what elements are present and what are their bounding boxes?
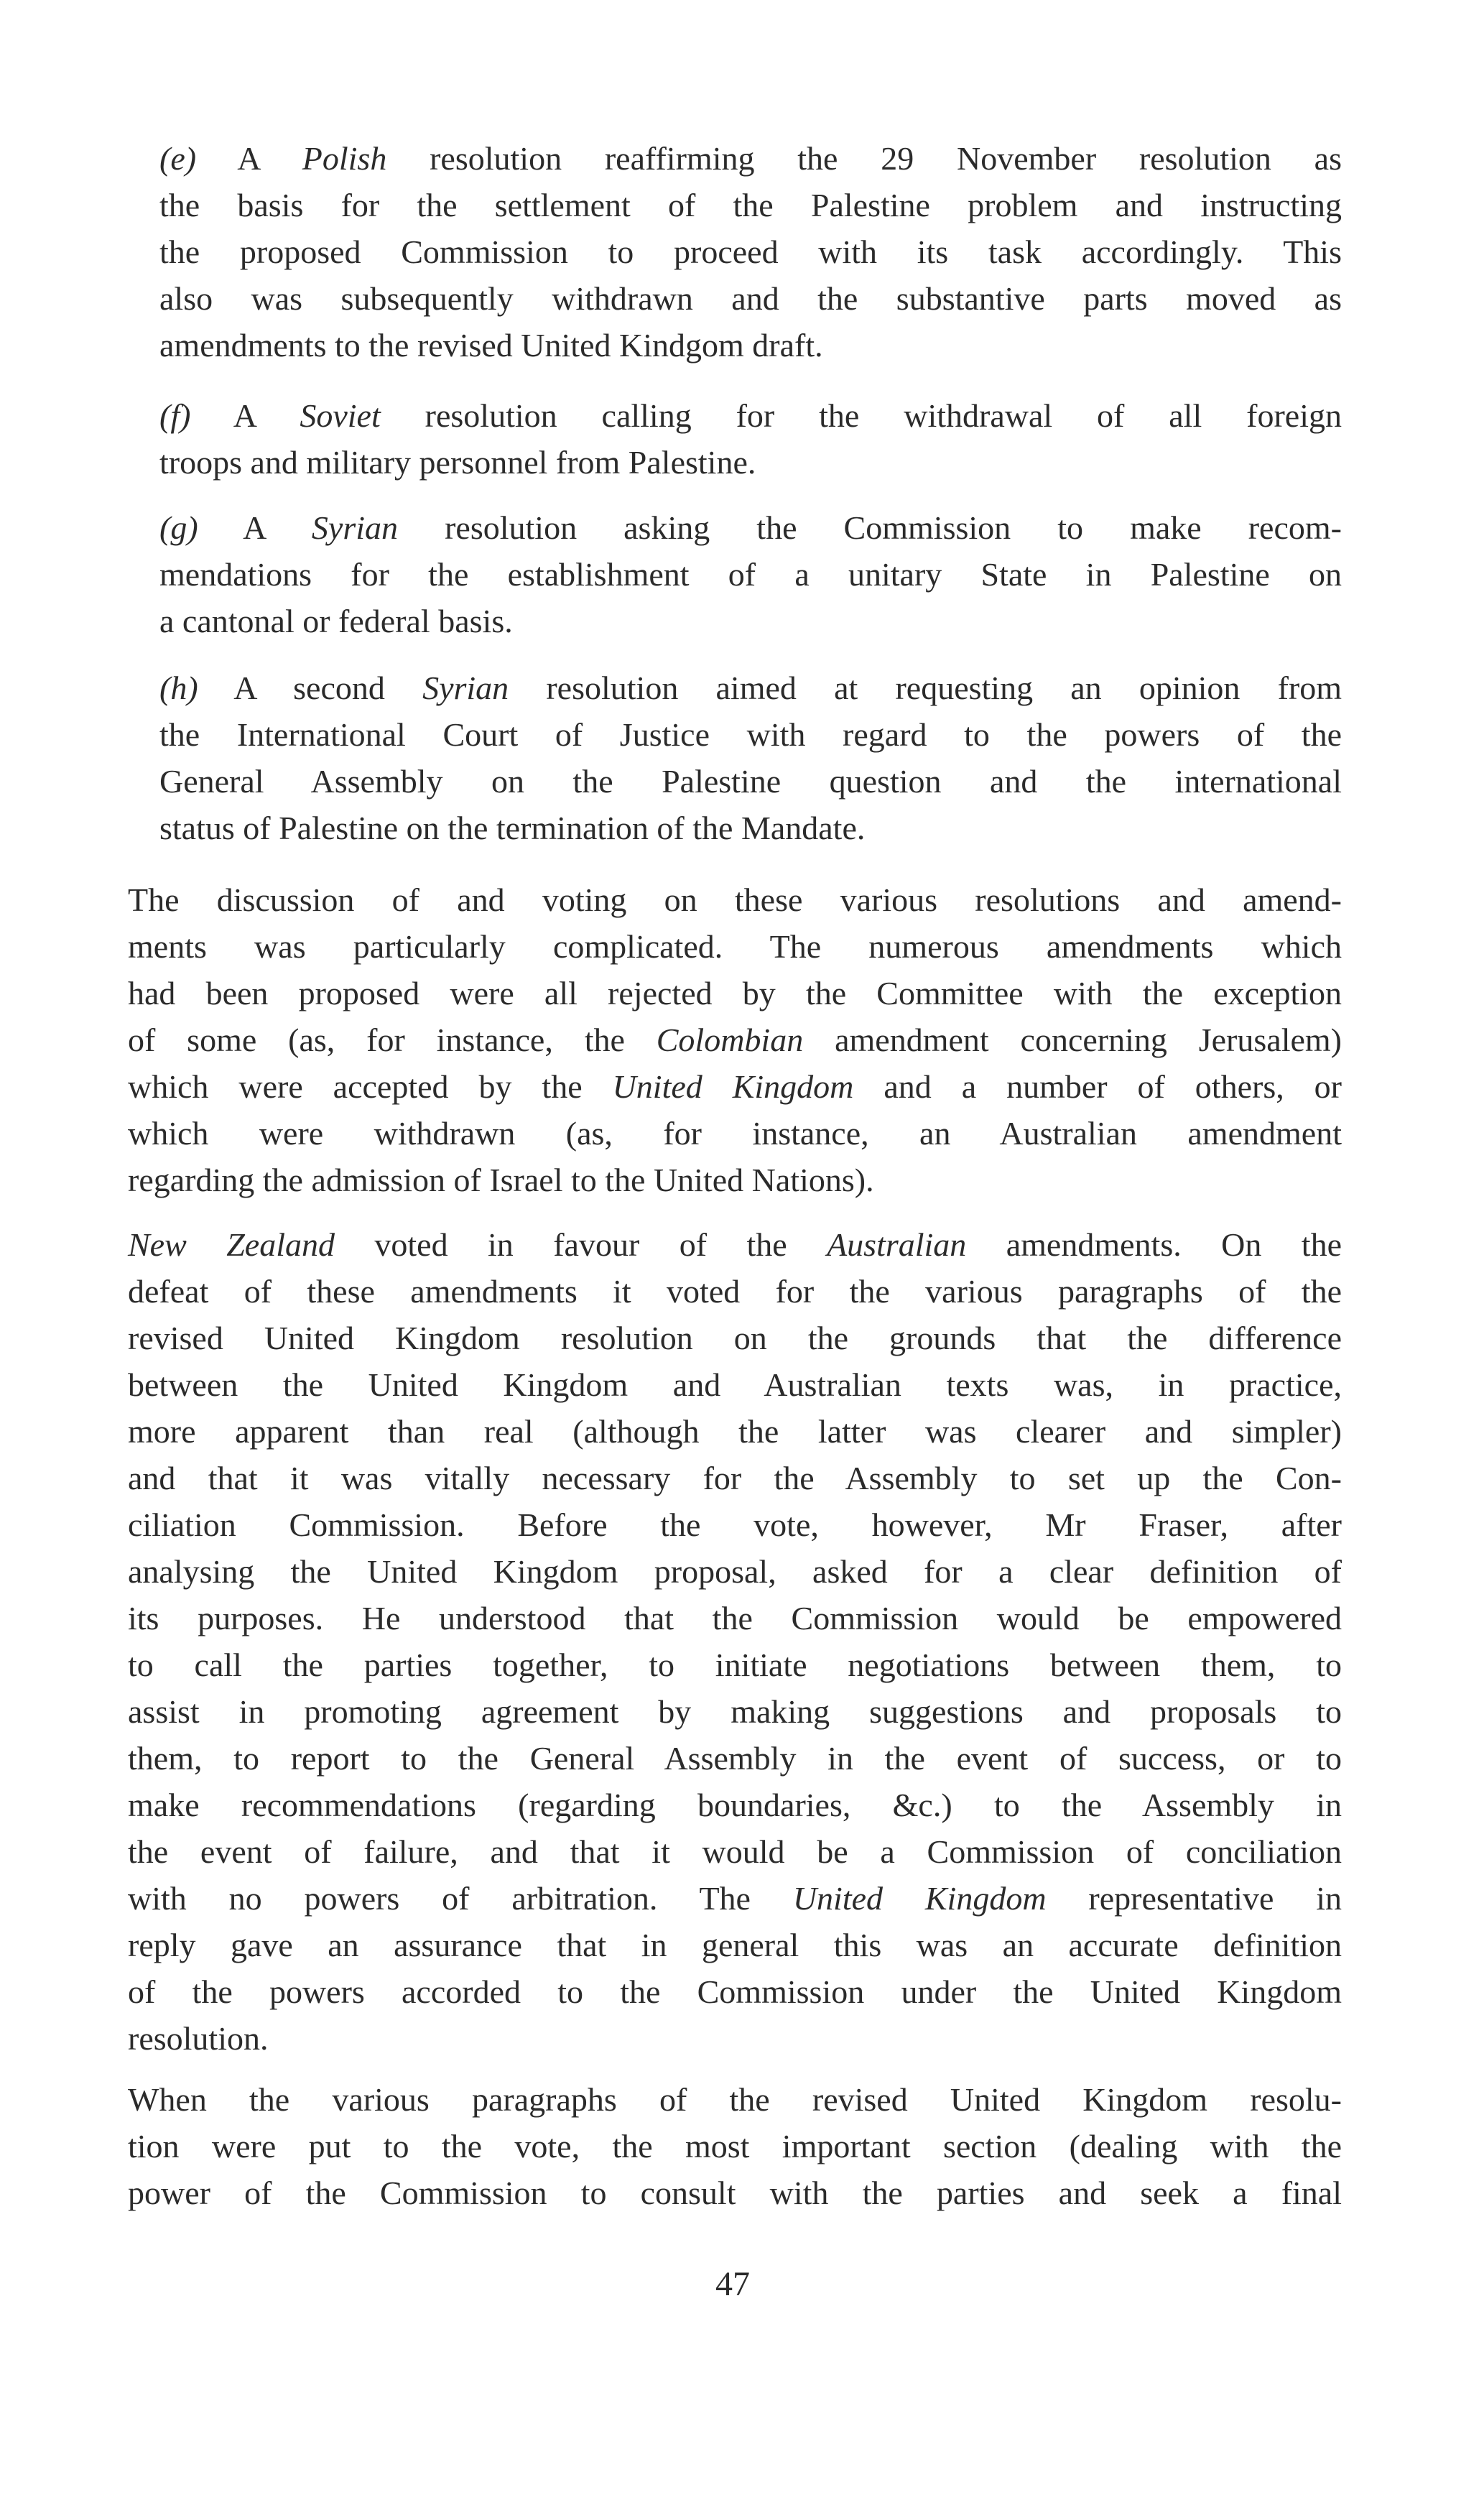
text-line [159, 665, 1342, 711]
item-label: (h) [159, 670, 198, 706]
text-line: defeat of these amendments it voted for the various paragraphs of the [128, 1273, 1342, 1310]
text-line: its purposes. He understood that the Commission would be empowered [128, 1600, 1342, 1636]
text-line: ciliation Commission. Before the vote, however, Mr Fraser, after [128, 1506, 1342, 1543]
text-line: regarding the admission of Israel to the United Nations). [128, 1162, 874, 1198]
text-line: mendations for the establishment of a unitary State in Palestine on [159, 556, 1342, 593]
text-line: analysing the United Kingdom proposal, asked for a clear definition of [128, 1553, 1342, 1590]
text-line: ments was particularly complicated. The numerous amendments which [128, 928, 1342, 965]
text-line: When the various paragraphs of the revised United Kingdom resolu- [128, 2081, 1342, 2118]
text-line: the event of failure, and that it would be a Commission of conciliation [128, 1833, 1342, 1870]
text-span: resolution calling for the withdrawal of all foreign [380, 397, 1342, 434]
text-line [128, 1017, 1342, 1063]
item-label: (g) [159, 509, 198, 546]
text-span: representative in [1046, 1880, 1342, 1917]
text-line: also was subsequently withdrawn and the substantive parts moved as [159, 280, 1342, 317]
text-line [128, 1221, 1342, 1268]
text-span: voted in favour of the [334, 1226, 827, 1263]
country-name: Polish [302, 140, 387, 177]
text-line: reply gave an assurance that in general this was an accurate definition [128, 1927, 1342, 1963]
text-line [159, 135, 1342, 182]
text-span: resolution aimed at requesting an opinion from [509, 670, 1342, 706]
list-item-h [159, 665, 1342, 851]
text-line: make recommendations (regarding boundaries, &c.) to the Assembly in [128, 1787, 1342, 1823]
text-span: of some (as, for instance, the [128, 1022, 657, 1058]
text-span: resolution reaffirming the 29 November resolution as [386, 140, 1342, 177]
text-line: power of the Commission to consult with the parties and seek a final [128, 2175, 1342, 2211]
text-line: troops and military personnel from Palestine. [159, 444, 756, 481]
list-item-f [159, 392, 1342, 486]
text-line [159, 392, 1342, 439]
text-line: a cantonal or federal basis. [159, 603, 513, 639]
text-line: tion were put to the vote, the most important section (dealing with the [128, 2128, 1342, 2164]
country-name: Colombian [656, 1022, 804, 1058]
text-line: the International Court of Justice with regard to the powers of the [159, 716, 1342, 753]
text-line: of the powers accorded to the Commission under the United Kingdom [128, 1973, 1342, 2010]
text-span: which were accepted by the [128, 1068, 613, 1105]
text-line: had been proposed were all rejected by the Committee with the exception [128, 975, 1342, 1011]
country-name: Syrian [311, 509, 399, 546]
paragraph-discussion [128, 876, 1342, 1203]
text-span: A [196, 140, 302, 177]
paragraph-new-zealand [128, 1221, 1342, 2062]
text-line [159, 504, 1342, 551]
text-span: with no powers of arbitration. The [128, 1880, 793, 1917]
text-line [128, 1875, 1342, 1922]
country-name: New Zealand [128, 1226, 335, 1263]
paragraph-vote [128, 2076, 1342, 2216]
text-line: and that it was vitally necessary for the Assembly to set up the Con- [128, 1460, 1342, 1496]
text-line: General Assembly on the Palestine question and the international [159, 763, 1342, 800]
text-span: A [190, 397, 300, 434]
text-span: A second [198, 670, 423, 706]
country-name: United Kingdom [612, 1068, 854, 1105]
text-line: more apparent than real (although the latter was clearer and simpler) [128, 1413, 1342, 1450]
text-line: which were withdrawn (as, for instance, an Australian amendment [128, 1115, 1342, 1152]
list-item-e [159, 135, 1342, 369]
item-label: (f) [159, 397, 191, 434]
text-line: the basis for the settlement of the Palestine problem and instructing [159, 187, 1342, 223]
country-name: Soviet [300, 397, 381, 434]
text-line: to call the parties together, to initiate negotiations between them, to [128, 1647, 1342, 1683]
country-name: Syrian [422, 670, 509, 706]
text-line [128, 1063, 1342, 1110]
country-name: Australian [827, 1226, 967, 1263]
text-line: between the United Kingdom and Australian texts was, in practice, [128, 1366, 1342, 1403]
page-number: 47 [715, 2265, 750, 2303]
country-name: United Kingdom [792, 1880, 1047, 1917]
text-line: revised United Kingdom resolution on the grounds that the difference [128, 1320, 1342, 1356]
text-line: resolution. [128, 2020, 269, 2057]
item-label: (e) [159, 140, 197, 177]
text-span: amendments. On the [966, 1226, 1342, 1263]
text-span: and a number of others, or [853, 1068, 1342, 1105]
text-span: amendment concerning Jerusalem) [803, 1022, 1342, 1058]
text-line: assist in promoting agreement by making suggestions and proposals to [128, 1693, 1342, 1730]
text-line: amendments to the revised United Kindgom draft. [159, 327, 823, 364]
text-line: The discussion of and voting on these various resolutions and amend- [128, 881, 1342, 918]
text-span: resolution asking the Commission to make recom- [398, 509, 1342, 546]
text-span: A [198, 509, 312, 546]
text-line: the proposed Commission to proceed with its task accordingly. This [159, 233, 1342, 270]
list-item-g [159, 504, 1342, 644]
text-line: them, to report to the General Assembly in the event of success, or to [128, 1740, 1342, 1777]
text-line: status of Palestine on the termination of the Mandate. [159, 810, 866, 846]
